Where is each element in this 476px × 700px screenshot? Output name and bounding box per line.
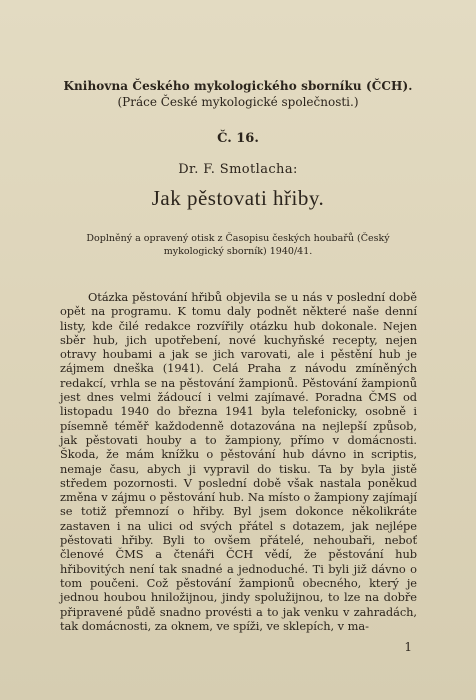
body-text: [60, 290, 417, 633]
volume-number: Č. 16.: [217, 131, 259, 146]
document-title: Jak pěstovati hřiby.: [151, 186, 325, 210]
series-subtitle: (Práce České mykologické společnosti.): [117, 95, 359, 109]
series-title: Knihovna Českého mykologického sborníku (ČCH).: [63, 79, 413, 93]
body-paragraph: Otázka pěstování hřibů objevila se u nás v poslední době opět na programu. K tomu daly podnět některé naše denní listy, kde čilé redakce rozvířily otázku hub dokonale. Nejen sběr hub, jich upotřebení, nové kuchyňské recepty, nejen otravy houbami a jak se jich varovati, ale i pěstění hub je zájmem dneška (1941). Celá Praha z návodu zmíněných redakcí, vrhla se na pěstování žampionů. Pěstování žampionů jest dnes velmi žádoucí i velmi zajímavé. Poradna ČMS od listopadu 1940 do března 1941 byla telefonicky, osobně i písemně téměř každodenně dotazována na nejlepší způsob, jak pěstovati houby a to žampiony, přímo v domácnosti. Škoda, že mám knížku o pěstování hub dávno in scriptis, nemaje času, abych ji vypravil do tisku. Ta by byla jistě středem pozornosti. V poslední době však nastala poněkud změna v zájmu o pěstování hub. Na místo o žampiony zajímají se totiž přemnozí o hřiby. Byl jsem dokonce několikráte zastaven i na ulici od svých přátel s dotazem, jak nejlépe pěstovati hřiby. Byli to ovšem přátelé, nehoubaři, neboť členové ČMS a čtenáři ČCH vědí, že pěstování hub hřibovitých není tak snadné a jednoduché. Ti byli již dávno o tom poučeni. Což pěstování žampionů obecného, který je jednou houbou hniložijnou, jindy spolužijnou, to lze na dobře připravené půdě snadno provésti a to jak venku v zahradách, tak domácnosti, za oknem, ve spíži, ve sklepích, v ma-: [60, 290, 417, 633]
document-subtitle: Doplněný a opravený otisk z Časopisu českých houbařů (Český mykologický sborník) 1940/41.: [86, 233, 390, 257]
author-name: Dr. F. Smotlacha:: [178, 162, 298, 177]
page-number: 1: [404, 640, 412, 654]
series-header: [0, 78, 476, 110]
